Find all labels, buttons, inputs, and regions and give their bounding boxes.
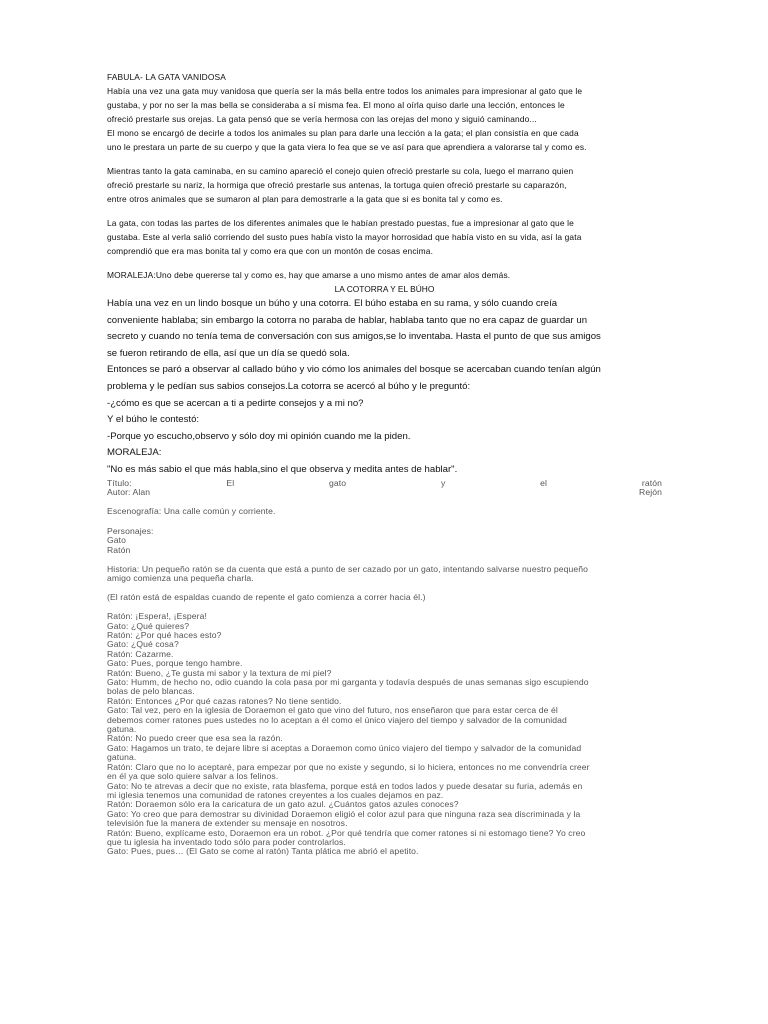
- personaje: Ratón: [107, 544, 131, 555]
- fable-gata-vanidosa: [107, 70, 662, 282]
- text-line: conveniente hablaba; sin embargo la cotorra no paraba de hablar, hablaba tanto que no era capaz de guardar un: [107, 314, 588, 326]
- personajes-label: Personajes:: [107, 525, 154, 536]
- dialogue-line: Gato: No te atrevas a decir que no existe, rata blasfema, porque está en todos lados y puede desatar su furia, además en: [107, 780, 583, 791]
- dialogue-line: bolas de pelo blancas.: [107, 686, 195, 697]
- dialogue-line: Gato: ¿Qué cosa?: [107, 639, 179, 650]
- text-line: -¿cómo es que se acercan a ti a pedirte consejos y a mi no?: [107, 397, 364, 409]
- personaje: Gato: [107, 535, 127, 546]
- dialogue-line: Gato: Tal vez, pero en la iglesia de Doraemon el gato que vino del futuro, nos enseñaron que para estar cerca de él: [107, 705, 558, 716]
- text-line: El mono se encargó de decirle a todos los animales su plan para darle una lección a la gata; el plan consistía en que cada: [107, 128, 579, 138]
- text-line: La gata, con todas las partes de los diferentes animales que le habían prestado puestas, fue a impresionar al gato que le: [107, 218, 574, 228]
- text-line: uno le prestara un parte de su cuerpo y que la gata viera lo fea que se ve así para que aprendiera a valorarse tal y como es.: [107, 142, 587, 152]
- text-line: MORALEJA:: [107, 447, 162, 459]
- fable-heading: FABULA- LA GATA VANIDOSA: [107, 72, 227, 82]
- historia-line: Historia: Un pequeño ratón se da cuenta que está a punto de ser cazado por un gato, intentando salvarse nuestro pequeño: [107, 563, 589, 574]
- dialogue-line: en él ya que solo quiere salvar a los felinos.: [107, 771, 279, 782]
- dialogue-line: Gato: Yo creo que para demostrar su divinidad Doraemon eligió el color azul para que ninguna raza sea discriminada y la: [107, 808, 581, 819]
- text-line: entre otros animales que se sumaron al plan para demostrarle a la gata que si es bonita tal y como es.: [107, 194, 503, 204]
- dialogue-line: Ratón: Bueno, explícame esto, Doraemon era un robot. ¿Por qué tendría que comer ratones si ni estomago tiene? Yo creo: [107, 827, 586, 838]
- escenografia: Escenografía: Una calle común y corriente.: [107, 506, 276, 517]
- text-line: "No es más sabio el que más habla,sino el que observa y medita antes de hablar".: [107, 463, 458, 475]
- dialogue-line: Ratón: Cazarme.: [107, 648, 174, 659]
- text-line: Entonces se paró a observar al callado búho y vio cómo los animales del bosque se acercaban cuando tenían algún: [107, 364, 601, 376]
- author-left: Autor: Alan: [107, 486, 151, 497]
- dialogue-line: Ratón: ¿Por qué haces esto?: [107, 630, 222, 640]
- text-line: gustaba, y por no ser la mas bella se consideraba a sí misma fea. El mono al oírla quiso darle una lección, entonces le: [107, 100, 565, 110]
- text-line: se fueron retirando de ella, así que un día se quedó sola.: [107, 347, 350, 359]
- dialogue-line: Ratón: Claro que no lo aceptaré, para empezar por que no existe y segundo, si lo hiciera, entonces no me convendría creer: [107, 761, 590, 772]
- text-line: comprendió que era mas bonita tal y como era que con un montón de cosas encima.: [107, 246, 434, 256]
- dialogue-line: Ratón: Entonces ¿Por qué cazas ratones? No tiene sentido.: [107, 695, 342, 706]
- text-line: problema y le pedían sus sabios consejos.La cotorra se acercó al búho y le preguntó:: [107, 380, 471, 392]
- play-author: [107, 488, 662, 497]
- play-title: [107, 479, 662, 488]
- text-line: ofreció prestarle su nariz, la hormiga que ofreció prestarle sus antenas, la tortuga quien ofreció prestarle su caparazón,: [107, 180, 567, 190]
- dialogue-line: Gato: Humm, de hecho no, odio cuando la cola pasa por mi garganta y todavía después de unas semanas sigo escupiendo: [107, 677, 589, 688]
- dialogue-line: mi iglesia tenemos una comunidad de ratones creyentes a los cuales dejamos en paz.: [107, 789, 444, 800]
- title-word: El: [226, 477, 235, 488]
- dialogue-line: que tu iglesia ha inventado todo sólo para poder controlarlos.: [107, 836, 346, 847]
- dialogue-line: Ratón: ¡Espera!, ¡Espera!: [107, 611, 207, 622]
- text-line: ofreció prestarle sus orejas. La gata pensó que se vería hermosa con las orejas del mono y siguió caminando...: [107, 114, 537, 124]
- dialogue-line: debemos comer ratones pues ustedes no lo aceptan a él como el único viajero del tiempo y salvador de la comunidad: [107, 714, 567, 725]
- dialogue-line: Gato: ¿Qué quieres?: [107, 620, 190, 631]
- text-line: Y el búho le contestó:: [107, 414, 200, 426]
- fable-cotorra-buho: [107, 282, 662, 479]
- text-line: Había una vez una gata muy vanidosa que quería ser la más bella entre todos los animales para impresionar al gato que le: [107, 86, 583, 96]
- dialogue-line: televisión fue la manera de extender su mensaje en nosotros.: [107, 818, 348, 829]
- title-word: y: [440, 477, 446, 488]
- acotacion: (El ratón está de espaldas cuando de repente el gato comienza a correr hacia él.): [107, 591, 426, 602]
- text-line: -Porque yo escucho,observo y sólo doy mi opinión cuando me la piden.: [107, 430, 411, 442]
- title-word: el: [540, 477, 548, 488]
- title-word: Título:: [107, 477, 132, 488]
- author-right: Rejón: [639, 486, 662, 497]
- text-line: secreto y cuando no tenía tema de conversación con sus amigos,se lo inventaba. Hasta el punto de que sus amigos: [107, 331, 601, 343]
- dialogue-line: Gato: Pues, porque tengo hambre.: [107, 658, 243, 669]
- moraleja: MORALEJA:Uno debe quererse tal y como es, hay que amarse a uno mismo antes de amar alos demás.: [107, 270, 511, 280]
- dialogue-line: Ratón: Doraemon sólo era la caricatura de un gato azul. ¿Cuántos gatos azules conoces?: [107, 799, 459, 810]
- text-line: gustaba. Este al verla salió corriendo del susto pues había visto la mayor horrosidad que había visto en su vida, así la gata: [107, 232, 582, 242]
- document-page: [107, 70, 662, 857]
- dialogue-line: gatuna.: [107, 752, 137, 763]
- title-word: gato: [329, 477, 347, 488]
- dialogue-line: Gato: Hagamos un trato, te dejare libre si aceptas a Doraemon como único viajero del tiempo y salvador de la comunidad: [107, 742, 582, 753]
- obra-gato-raton: [107, 479, 662, 857]
- title-word: ratón: [641, 477, 662, 488]
- dialogue-line: Ratón: No puedo creer que esa sea la razón.: [107, 733, 283, 744]
- text-line: Mientras tanto la gata caminaba, en su camino apareció el conejo quien ofreció prestarle su cola, luego el marrano quien: [107, 166, 574, 176]
- dialogue-line: Gato: Pues, pues… (El Gato se come al ratón) Tanta plática me abrió el apetito.: [107, 846, 419, 857]
- historia-line: amigo comienza una pequeña charla.: [107, 573, 254, 584]
- dialogue-line: gatuna.: [107, 724, 137, 735]
- dialogue: [107, 612, 662, 857]
- text-line: Había una vez en un lindo bosque un búho y una cotorra. El búho estaba en su rama, y sólo cuando creía: [107, 298, 558, 309]
- fable-title: LA COTORRA Y EL BÚHO: [334, 284, 435, 294]
- dialogue-line: Ratón: Bueno, ¿Te gusta mi sabor y la textura de mi piel?: [107, 667, 332, 678]
